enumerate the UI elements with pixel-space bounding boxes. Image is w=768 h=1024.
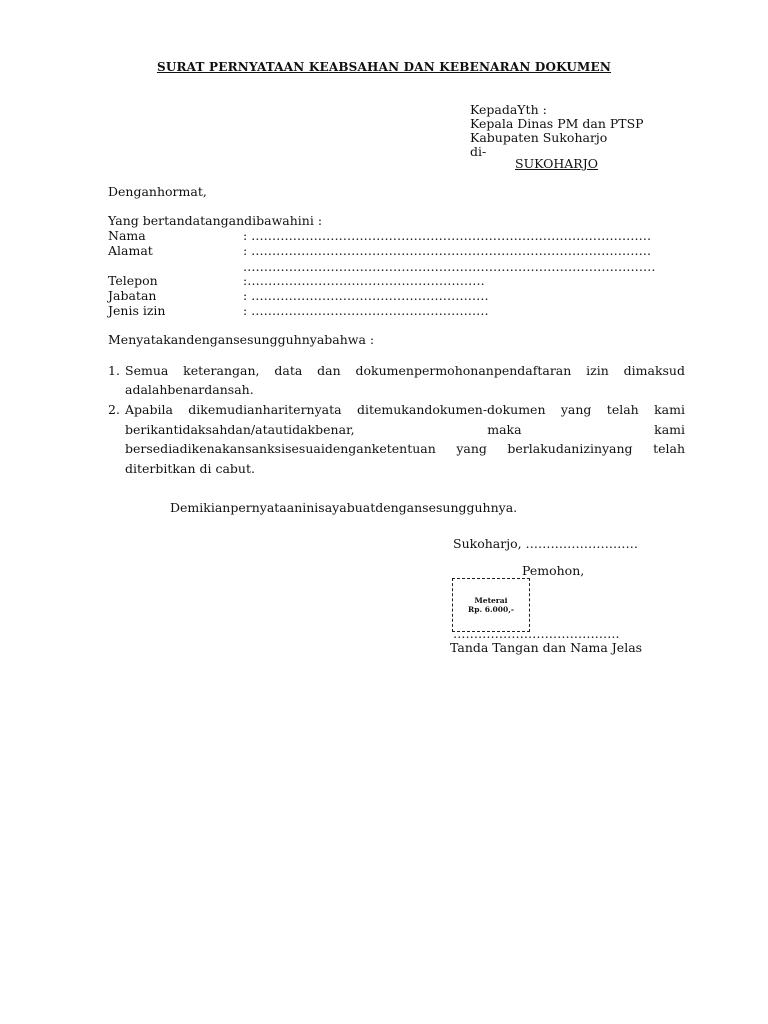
field-value-jenis-izin: : ………………………………………………… <box>243 303 489 318</box>
recipient-line-2: Kepala Dinas PM dan PTSP <box>470 116 644 131</box>
point-1-number: 1. <box>108 363 120 378</box>
field-label-nama: Nama <box>108 228 146 243</box>
recipient-line-3: Kabupaten Sukoharjo <box>470 130 608 145</box>
field-label-alamat: Alamat <box>108 243 153 258</box>
signature-dotted-line: …………………………………. <box>453 626 620 641</box>
applicant-role: Pemohon, <box>522 563 585 578</box>
greeting: Denganhormat, <box>108 184 207 199</box>
recipient-line-4: di- <box>470 144 487 159</box>
point-2-number: 2. <box>108 402 120 417</box>
point-1-line-2: adalahbenardansah. <box>125 382 254 397</box>
point-2-line-1: Apabila dikemudianhariternyata ditemukandokumen-dokumen yang telah kami <box>125 402 685 417</box>
field-value-alamat: : …………………………………………………………………………………… <box>243 243 652 258</box>
signature-caption: Tanda Tangan dan Nama Jelas <box>450 640 643 655</box>
declaration-text: Menyatakandengansesungguhnyabahwa : <box>108 332 375 347</box>
field-label-telepon: Telepon <box>108 273 158 288</box>
stamp-duty-box <box>452 578 530 632</box>
field-label-jabatan: Jabatan <box>108 288 157 303</box>
document-title: SURAT PERNYATAAN KEABSAHAN DAN KEBENARAN DOKUMEN <box>156 60 612 74</box>
intro-text: Yang bertandatangandibawahini : <box>108 213 323 228</box>
stamp-label: Meterai <box>474 596 508 605</box>
recipient-line-1: KepadaYth : <box>470 102 547 117</box>
point-2-line-3: bersediadikenakansanksisesuaidenganketentuan yang berlakudanizinyang telah <box>125 441 685 456</box>
field-value-nama: : …………………………………………………………………………………… <box>243 228 652 243</box>
field-value-alamat-continued: ……………………………………………………………………………………… <box>243 259 656 274</box>
closing-text: Demikianpernyataaninisayabuatdengansesungguhnya. <box>170 500 518 515</box>
point-1-line-1: Semua keterangan, data dan dokumenpermohonanpendaftaran izin dimaksud <box>125 363 685 378</box>
point-2-line-4: diterbitkan di cabut. <box>125 461 255 476</box>
stamp-amount: Rp. 6.000,- <box>468 605 514 614</box>
point-2-line-2: berikantidaksahdan/atautidakbenar, maka kami <box>125 422 685 437</box>
field-label-jenis-izin: Jenis izin <box>108 303 166 318</box>
recipient-city: SUKOHARJO <box>515 156 598 171</box>
field-value-jabatan: : ………………………………………………… <box>243 288 489 303</box>
place-date: Sukoharjo, ……………………… <box>453 536 639 551</box>
field-value-telepon: :………………………………………………… <box>243 273 485 288</box>
